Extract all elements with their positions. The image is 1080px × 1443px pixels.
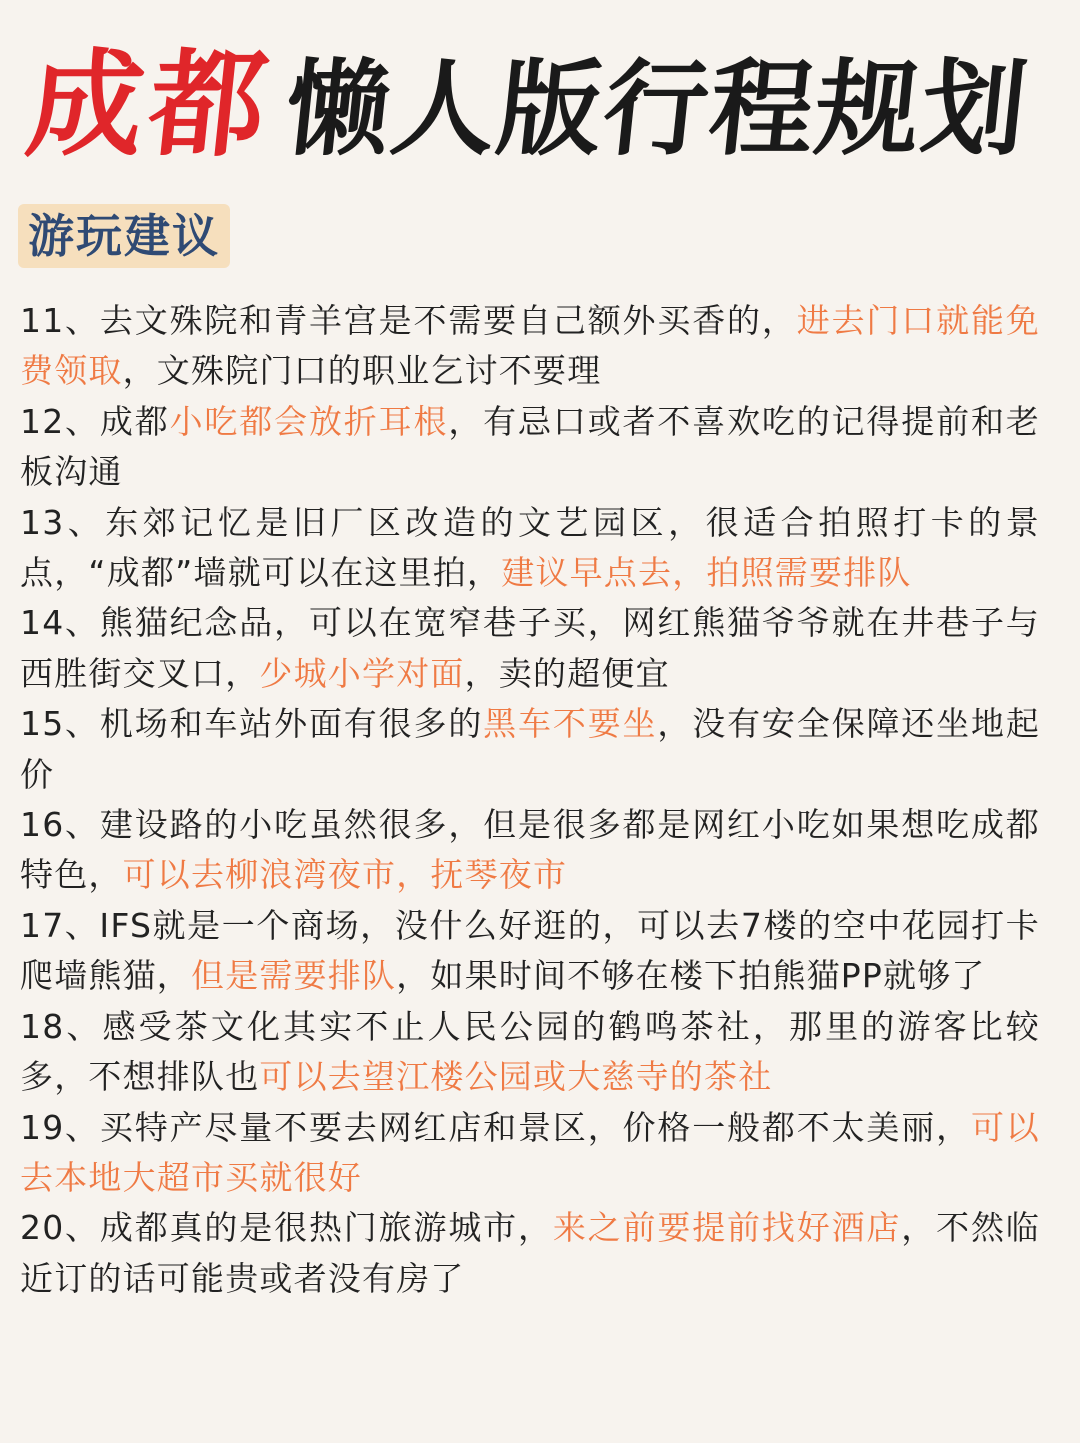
page-title: [20, 37, 1058, 173]
tip-text: ，如果时间不够在楼下拍熊猫PP就够了: [396, 956, 986, 996]
tip-highlight: 可以去望江楼公园或大慈寺的茶社: [259, 1057, 773, 1097]
tip-text: ，卖的超便宜: [464, 653, 670, 693]
tip-text: ，没有安全保障还坐地起价: [20, 704, 1041, 794]
tip-text: 感受茶文化其实不止人民公园的鹤鸣茶社，那里的游客比较多，不想排队也: [20, 1006, 1041, 1097]
tip-20: [20, 1203, 1040, 1304]
tip-16: [20, 800, 1040, 901]
tip-15: [20, 699, 1040, 800]
tip-highlight: 建议早点去，拍照需要排队: [501, 553, 912, 593]
tip-highlight: 可以去本地大超市买就很好: [20, 1107, 1041, 1197]
tip-highlight: 进去门口就能免费领取: [20, 301, 1041, 391]
tip-highlight: 少城小学对面: [259, 653, 465, 693]
tip-text: 东郊记忆是旧厂区改造的文艺园区，很适合拍照打卡的景点，“成都”墙就可以在这里拍，: [20, 502, 1041, 593]
tip-12: [20, 397, 1040, 498]
title-subtitle: 懒人版行程规划: [279, 47, 1035, 170]
tip-text: ，有忌口或者不喜欢吃的记得提前和老板沟通: [20, 401, 1041, 492]
tip-text: 成都真的是很热门旅游城市，: [99, 1208, 553, 1248]
tip-18: [20, 1002, 1040, 1103]
tip-text: ，文殊院门口的职业乞讨不要理: [122, 351, 602, 391]
tip-number: 17、: [20, 905, 100, 945]
tip-number: 20、: [20, 1208, 100, 1248]
tip-number: 13、: [20, 502, 106, 542]
tip-number: 12、: [20, 401, 100, 441]
tip-13: [20, 498, 1040, 599]
tip-text: 成都: [99, 401, 170, 441]
tip-highlight: 可以去柳浪湾夜市，抚琴夜市: [122, 855, 568, 895]
tips-list: [20, 296, 1040, 1304]
tip-text: 去文殊院和青羊宫是不需要自己额外买香的，: [99, 301, 797, 340]
tip-14: [20, 598, 1040, 699]
tip-19: [20, 1103, 1040, 1204]
title-city: 成都: [20, 37, 280, 173]
tip-highlight: 来之前要提前找好酒店: [552, 1208, 902, 1248]
tip-text: 建设路的小吃虽然很多，但是很多都是网红小吃如果想吃成都特色，: [20, 805, 1041, 895]
tip-highlight: 小吃都会放折耳根: [169, 401, 449, 441]
tip-text: 机场和车站外面有很多的: [99, 704, 484, 744]
tip-number: 15、: [20, 704, 100, 744]
section-tag: 游玩建议: [18, 204, 230, 268]
tip-highlight: 黑车不要坐: [483, 704, 658, 744]
tip-11: [20, 296, 1040, 397]
tip-number: 14、: [20, 603, 100, 643]
tip-text: ，不然临近订的话可能贵或者没有房了: [20, 1208, 1041, 1298]
tip-text: 买特产尽量不要去网红店和景区，价格一般都不太美丽，: [99, 1107, 971, 1147]
tip-number: 16、: [20, 805, 100, 845]
tip-text: 熊猫纪念品，可以在宽窄巷子买，网红熊猫爷爷就在井巷子与西胜街交叉口，: [20, 603, 1041, 693]
tip-highlight: 但是需要排队: [191, 956, 397, 996]
tip-number: 19、: [20, 1107, 100, 1147]
tip-17: [20, 901, 1040, 1002]
tip-number: 18、: [20, 1006, 103, 1046]
tip-text: IFS就是一个商场，没什么好逛的，可以去7楼的空中花园打卡爬墙熊猫，: [20, 905, 1040, 996]
tip-number: 11、: [20, 301, 100, 340]
